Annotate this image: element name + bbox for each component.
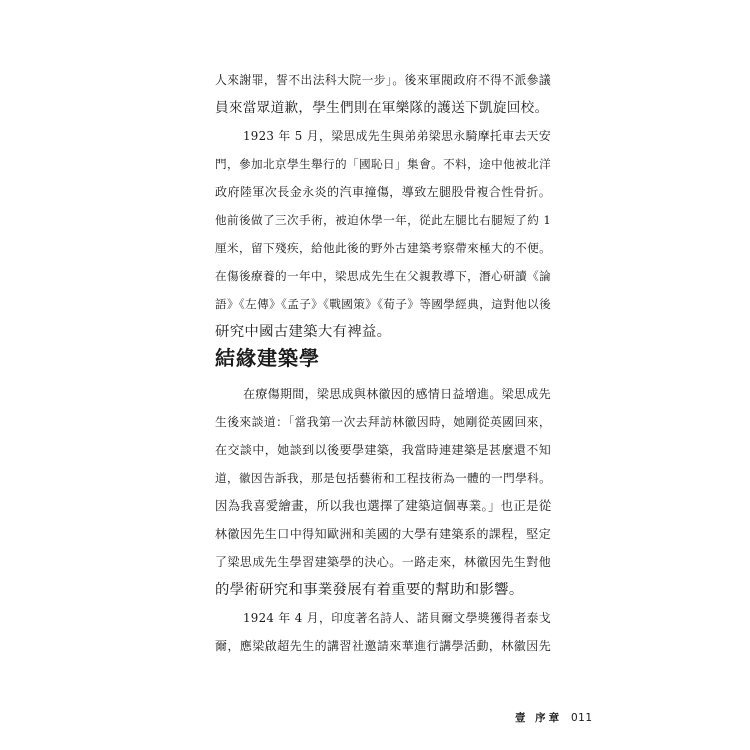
text-line: 人來謝罪，誓不出法科大院一步」。後來軍閥政府不得不派參議 <box>215 73 551 87</box>
text-line: 他前後做了三次手術，被迫休學一年，從此左腿比右腿短了約 1 <box>215 213 551 227</box>
text-line: 研究中國古建築大有裨益。 <box>215 324 392 340</box>
text-line: 的學術研究和事業發展有着重要的幫助和影響。 <box>215 582 524 598</box>
text-line: 語》《左傳》《孟子》《戰國策》《荀子》等國學經典，這對他以後 <box>215 297 551 311</box>
text-line: 門，參加北京學生舉行的「國恥日」集會。不料，途中他被北洋 <box>215 157 551 171</box>
text-line: 在傷後療養的一年中，梁思成先生在父親教導下，潛心研讀《論 <box>215 269 551 283</box>
text-line: 林徽因先生口中得知歐洲和美國的大學有建築系的課程，堅定 <box>215 527 551 541</box>
text-line: 爾，應梁啟超先生的講習社邀請來華進行講學活動，林徽因先 <box>215 639 551 653</box>
section-heading: 結緣建築學 <box>215 346 320 370</box>
page-number: 011 <box>571 712 593 724</box>
text-line: 了梁思成先生學習建築學的決心。一路走來，林徽因先生對他 <box>215 555 551 569</box>
text-line: 因為我喜愛繪畫，所以我也選擇了建築這個專業。」也正是從 <box>215 498 552 513</box>
text-line: 政府陸軍次長金永炎的汽車撞傷，導致左腿股骨複合性骨折。 <box>215 185 551 199</box>
text-line: 員來當眾道歉，學生們則在軍樂隊的護送下凱旋回校。 <box>215 100 549 116</box>
text-line: 在交談中，她談到以後要學建築，我當時連建築是甚麼還不知 <box>215 443 551 457</box>
running-footer-chapter: 壹 序章 <box>515 712 563 724</box>
text-line: 1923 年 5 月，梁思成先生與弟弟梁思永騎摩托車去天安 <box>243 129 551 143</box>
text-line: 1924 年 4 月，印度著名詩人、諾貝爾文學獎獲得者泰戈 <box>243 611 551 625</box>
text-line: 生後來談道：「當我第一次去拜訪林徽因時，她剛從英國回來， <box>215 415 551 429</box>
text-line: 道，徽因告訴我，那是包括藝術和工程技術為一體的一門學科。 <box>215 471 551 485</box>
text-line: 厘米，留下殘疾，給他此後的野外古建築考察帶來極大的不便。 <box>215 241 551 255</box>
text-line: 在療傷期間，梁思成與林徽因的感情日益增進。梁思成先 <box>243 387 551 401</box>
